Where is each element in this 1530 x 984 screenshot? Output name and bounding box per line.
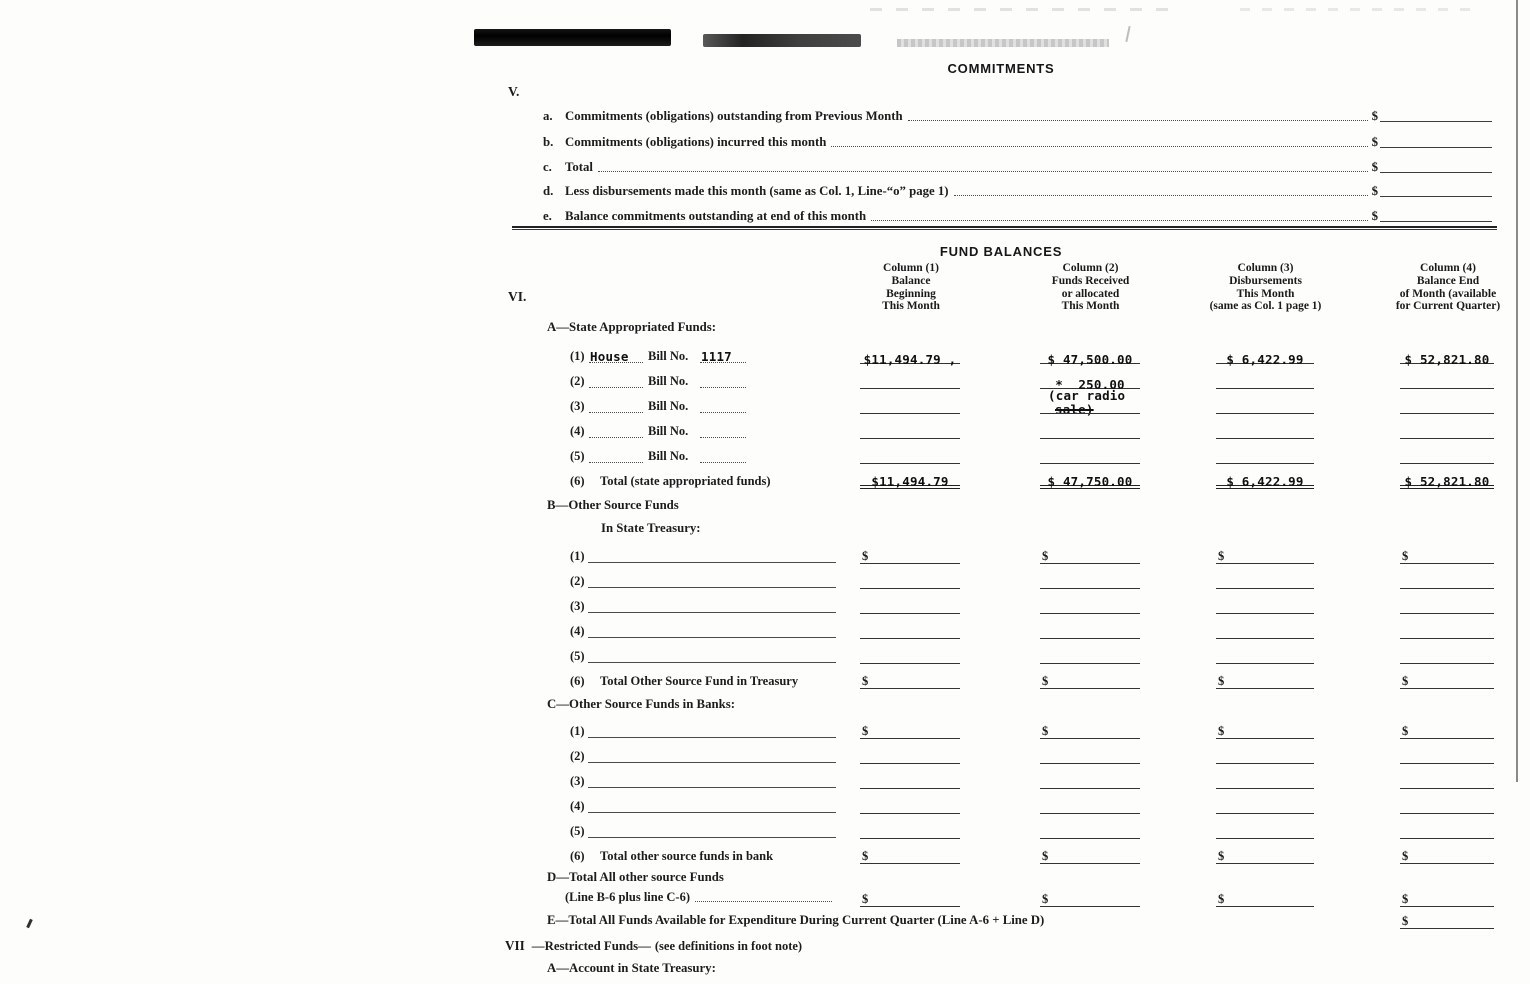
bill-no-label: Bill No. (648, 424, 689, 438)
amount-blank (1380, 196, 1492, 197)
column-header-line: Balance (891, 274, 931, 287)
description-blank (588, 547, 836, 563)
amount-col4 (1400, 821, 1494, 839)
row-number: (5) (570, 649, 585, 663)
dollar-sign: $ (1371, 160, 1378, 174)
column-header-line: Column (4) (1420, 262, 1476, 274)
amount-col2 (1040, 746, 1140, 764)
typed-amount: $ 6,422.99 (1226, 352, 1304, 367)
dotted-leader (831, 146, 1367, 147)
amount-col4 (1400, 796, 1494, 814)
amount-col4 (1400, 771, 1494, 789)
amount-col1 (860, 471, 960, 489)
column-header-line: for Current Quarter) (1395, 300, 1501, 313)
scan-smudge-bar (703, 34, 861, 47)
amount-col1 (860, 889, 960, 907)
bill-number-blank (700, 447, 746, 463)
row-number: (4) (570, 799, 585, 813)
amount-col1 (860, 746, 960, 764)
bank-row-2 (0, 746, 1530, 764)
total-row-c6 (0, 846, 1530, 864)
bank-row-1 (0, 721, 1530, 739)
amount-col4 (1400, 721, 1494, 739)
column-header-line: This Month (882, 300, 940, 313)
bank-row-3 (0, 771, 1530, 789)
amount-col3 (1216, 796, 1314, 814)
bank-row-5 (0, 821, 1530, 839)
section-vii-label: VII (505, 938, 525, 953)
bill-row-1 (0, 346, 1530, 367)
section-vii-note: (see definitions in foot note) (654, 939, 803, 953)
item-text: Total (565, 160, 593, 174)
dollar-sign: $ (1402, 849, 1409, 863)
dollar-sign: $ (1218, 549, 1225, 563)
amount-col3 (1216, 771, 1314, 789)
amount-col2 (1040, 721, 1140, 739)
typed-note-line2: sale) (1055, 402, 1094, 417)
amount-blank (1380, 121, 1492, 122)
amount-col2 (1040, 771, 1140, 789)
commitments-title: COMMITMENTS (947, 61, 1055, 76)
dollar-sign: $ (1402, 724, 1409, 738)
treasury-row-1 (0, 546, 1530, 564)
typed-amount: $ 52,821.80 (1404, 352, 1490, 367)
row-number: (4) (570, 624, 585, 638)
row-number: (2) (570, 574, 585, 588)
scan-faded-text-bar (897, 39, 1109, 47)
treasury-row-3 (0, 596, 1530, 614)
total-row-a6 (0, 471, 1530, 489)
amount-col3 (1216, 721, 1314, 739)
column-header-line: This Month (1236, 287, 1295, 300)
typed-amount: $ 52,821.80 (1404, 474, 1490, 489)
dollar-sign: $ (1402, 892, 1409, 906)
amount-col2 (1040, 796, 1140, 814)
commitment-row-e (543, 206, 1492, 224)
amount-col2 (1040, 546, 1140, 564)
dollar-sign: $ (1042, 849, 1049, 863)
total-row-b6 (0, 671, 1530, 689)
amount-col4 (1400, 446, 1494, 464)
bill-row-3 (0, 396, 1530, 414)
commitment-row-c (543, 157, 1492, 175)
section-d-line2-text: (Line B-6 plus line C-6) (565, 890, 691, 904)
amount-col1 (860, 646, 960, 664)
amount-blank (1380, 147, 1492, 148)
dollar-sign: $ (1402, 674, 1409, 688)
amount-col3 (1216, 621, 1314, 639)
row-number: (6) (570, 474, 585, 488)
row-number: (1) (570, 549, 585, 563)
dollar-sign: $ (1042, 549, 1049, 563)
bill-row-2 (0, 371, 1530, 392)
column-header-line: Column (1) (883, 262, 939, 274)
commitment-row-b (543, 132, 1492, 150)
amount-col3 (1216, 671, 1314, 689)
column-header-line: of Month (available (1399, 287, 1497, 300)
amount-col3 (1216, 846, 1314, 864)
typed-amount: $ 6,422.99 (1226, 474, 1304, 489)
dollar-sign: $ (1402, 549, 1409, 563)
column-header-line: Column (3) (1237, 262, 1294, 274)
amount-col4 (1400, 571, 1494, 589)
description-blank (588, 797, 836, 813)
amount-col4 (1400, 396, 1494, 414)
dollar-sign: $ (862, 849, 869, 863)
dotted-leader (871, 220, 1367, 221)
dollar-sign: $ (862, 674, 869, 688)
column-2-header (1018, 262, 1163, 313)
amount-col4 (1400, 911, 1494, 929)
amount-col4 (1400, 889, 1494, 907)
item-letter: e. (543, 209, 552, 223)
amount-col4 (1400, 471, 1494, 489)
amount-col2 (1040, 471, 1140, 489)
dollar-sign: $ (1371, 109, 1378, 123)
dollar-sign: $ (1218, 674, 1225, 688)
column-header-line: Beginning (886, 287, 936, 300)
bill-name-blank (589, 397, 643, 413)
amount-col1 (860, 846, 960, 864)
item-text: Balance commitments outstanding at end of this month (565, 209, 867, 223)
description-blank (588, 772, 836, 788)
amount-col4 (1400, 621, 1494, 639)
dollar-sign: $ (1371, 135, 1378, 149)
bill-no-label: Bill No. (648, 374, 689, 388)
amount-col3 (1216, 546, 1314, 564)
amount-col3 (1216, 371, 1314, 389)
item-text: Commitments (obligations) incurred this month (565, 135, 827, 149)
column-header-line: Balance End (1416, 274, 1480, 287)
column-1-header (845, 262, 977, 313)
amount-col4 (1400, 646, 1494, 664)
bill-row-4 (0, 421, 1530, 439)
section-d-heading: D—Total All other source Funds (547, 870, 724, 884)
dollar-sign: $ (1042, 724, 1049, 738)
row-number: (3) (570, 774, 585, 788)
item-text: Commitments (obligations) outstanding from Previous Month (565, 109, 903, 123)
amount-col2 (1040, 421, 1140, 439)
dollar-sign: $ (862, 892, 869, 906)
bill-name-blank (589, 372, 643, 388)
amount-col2 (1040, 346, 1140, 367)
bank-row-4 (0, 796, 1530, 814)
scan-noise-top-2 (1240, 8, 1470, 11)
dollar-sign: $ (1042, 892, 1049, 906)
dollar-sign: $ (1042, 674, 1049, 688)
amount-col1 (860, 371, 960, 389)
amount-col1 (860, 346, 960, 367)
item-letter: d. (543, 184, 554, 198)
section-b-heading: B—Other Source Funds (547, 498, 679, 512)
total-label: Total Other Source Fund in Treasury (600, 674, 799, 688)
bill-number-blank (700, 347, 746, 363)
amount-col1 (860, 546, 960, 564)
scan-edge-line (1516, 0, 1518, 782)
column-4-header (1358, 262, 1530, 313)
amount-col3 (1216, 346, 1314, 367)
amount-blank (1380, 221, 1492, 222)
section-d-row (0, 889, 1530, 907)
scan-redaction-bar (474, 29, 671, 46)
amount-col1 (860, 396, 960, 414)
amount-col2 (1040, 446, 1140, 464)
amount-col4 (1400, 846, 1494, 864)
section-d-line2 (565, 889, 836, 905)
commitment-row-a (543, 106, 1492, 124)
typed-amount: $11,494.79 (871, 474, 949, 489)
dollar-sign: $ (862, 724, 869, 738)
amount-col3 (1216, 571, 1314, 589)
amount-col4 (1400, 346, 1494, 367)
amount-col2 (1040, 621, 1140, 639)
dotted-leader (908, 120, 1368, 121)
amount-col1 (860, 421, 960, 439)
dotted-leader (695, 901, 832, 902)
amount-col1 (860, 671, 960, 689)
description-blank (588, 647, 836, 663)
typed-amount: $11,494.79 , (863, 352, 957, 367)
amount-col1 (860, 446, 960, 464)
section-e-row (0, 911, 1530, 929)
amount-col4 (1400, 371, 1494, 389)
amount-col3 (1216, 746, 1314, 764)
amount-col2 (1040, 596, 1140, 614)
dollar-sign: $ (1371, 184, 1378, 198)
amount-col1 (860, 596, 960, 614)
bill-number-blank (700, 422, 746, 438)
item-letter: a. (543, 109, 553, 123)
amount-col4 (1400, 671, 1494, 689)
bill-name-blank (589, 447, 643, 463)
commitment-row-d (543, 181, 1492, 199)
typed-bill-name: House (590, 349, 629, 364)
amount-col3 (1216, 396, 1314, 414)
dollar-sign: $ (1218, 892, 1225, 906)
treasury-row-5 (0, 646, 1530, 664)
row-number: (3) (570, 399, 585, 413)
dollar-sign: $ (1218, 849, 1225, 863)
double-rule (512, 226, 1497, 230)
bill-no-label: Bill No. (648, 399, 689, 413)
amount-col2 (1040, 671, 1140, 689)
amount-col2 (1040, 821, 1140, 839)
dollar-sign: $ (1371, 209, 1378, 223)
amount-col3 (1216, 471, 1314, 489)
dollar-sign: $ (862, 549, 869, 563)
amount-col1 (860, 771, 960, 789)
amount-col1 (860, 821, 960, 839)
description-blank (588, 622, 836, 638)
amount-col1 (860, 796, 960, 814)
description-blank (588, 572, 836, 588)
section-vii-title: —Restricted Funds— (531, 939, 651, 953)
amount-col1 (860, 621, 960, 639)
amount-col2 (1040, 846, 1140, 864)
row-number: (2) (570, 374, 585, 388)
dollar-sign: $ (1218, 724, 1225, 738)
column-3-header (1178, 262, 1353, 313)
typed-note-line1: (car radio (1048, 388, 1126, 403)
total-label: Total (state appropriated funds) (600, 474, 771, 488)
typed-bill-number: 1117 (701, 349, 732, 364)
section-e-heading: E—Total All Funds Available for Expenditure During Current Quarter (Line A-6 + Line D) (547, 913, 1045, 927)
section-a-heading: A—State Appropriated Funds: (547, 320, 716, 334)
bill-number-blank (700, 372, 746, 388)
bill-row-5 (0, 446, 1530, 464)
row-number: (5) (570, 824, 585, 838)
description-blank (588, 597, 836, 613)
amount-col3 (1216, 596, 1314, 614)
section-vii-heading (505, 937, 802, 955)
scan-noise-top (870, 8, 1170, 11)
row-number: (3) (570, 599, 585, 613)
bill-no-label: Bill No. (648, 449, 689, 463)
bill-name-blank (589, 347, 643, 363)
amount-col2 (1040, 371, 1140, 392)
section-c-heading: C—Other Source Funds in Banks: (547, 697, 735, 711)
description-blank (588, 822, 836, 838)
amount-col3 (1216, 446, 1314, 464)
row-number: (1) (570, 349, 585, 363)
amount-col3 (1216, 889, 1314, 907)
description-blank (588, 747, 836, 763)
amount-col4 (1400, 421, 1494, 439)
row-number: (5) (570, 449, 585, 463)
amount-blank (1380, 172, 1492, 173)
bill-name-blank (589, 422, 643, 438)
typed-amount: $ 47,750.00 (1047, 474, 1133, 489)
section-vi-label: VI. (508, 289, 527, 304)
row-number: (2) (570, 749, 585, 763)
amount-col4 (1400, 746, 1494, 764)
amount-col4 (1400, 546, 1494, 564)
column-header-line: Column (2) (1062, 262, 1119, 274)
row-number: (6) (570, 849, 585, 863)
row-number: (1) (570, 724, 585, 738)
column-header-line: Funds Received (1051, 274, 1130, 287)
row-number: (4) (570, 424, 585, 438)
dotted-leader (598, 171, 1368, 172)
amount-col2 (1040, 396, 1140, 414)
treasury-row-4 (0, 621, 1530, 639)
amount-col4 (1400, 596, 1494, 614)
amount-col2 (1040, 646, 1140, 664)
amount-col2 (1040, 889, 1140, 907)
item-text: Less disbursements made this month (same as Col. 1, Line-“o” page 1) (565, 184, 949, 198)
amount-col3 (1216, 646, 1314, 664)
section-vii-a-heading: A—Account in State Treasury: (547, 961, 716, 975)
bill-no-label: Bill No. (648, 349, 689, 363)
dotted-leader (954, 195, 1368, 196)
amount-col1 (860, 571, 960, 589)
amount-col2 (1040, 571, 1140, 589)
item-letter: c. (543, 160, 552, 174)
bill-number-blank (700, 397, 746, 413)
column-header-line: or allocated (1061, 287, 1120, 300)
column-header-line: This Month (1061, 300, 1120, 313)
amount-col3 (1216, 821, 1314, 839)
section-v-label: V. (508, 84, 520, 99)
section-b-subheading: In State Treasury: (601, 521, 701, 535)
treasury-row-2 (0, 571, 1530, 589)
amount-col1 (860, 721, 960, 739)
column-header-line: (same as Col. 1 page 1) (1209, 300, 1322, 313)
description-blank (588, 722, 836, 738)
row-number: (6) (570, 674, 585, 688)
column-header-line: Disbursements (1229, 274, 1302, 287)
scan-speck (1125, 26, 1130, 42)
typed-amount: $ 47,500.00 (1047, 352, 1133, 367)
item-letter: b. (543, 135, 554, 149)
amount-col3 (1216, 421, 1314, 439)
total-label: Total other source funds in bank (600, 849, 774, 863)
dollar-sign: $ (1402, 914, 1409, 928)
typed-amount: * 250.00 (1055, 377, 1125, 392)
fund-balances-title: FUND BALANCES (939, 244, 1063, 259)
